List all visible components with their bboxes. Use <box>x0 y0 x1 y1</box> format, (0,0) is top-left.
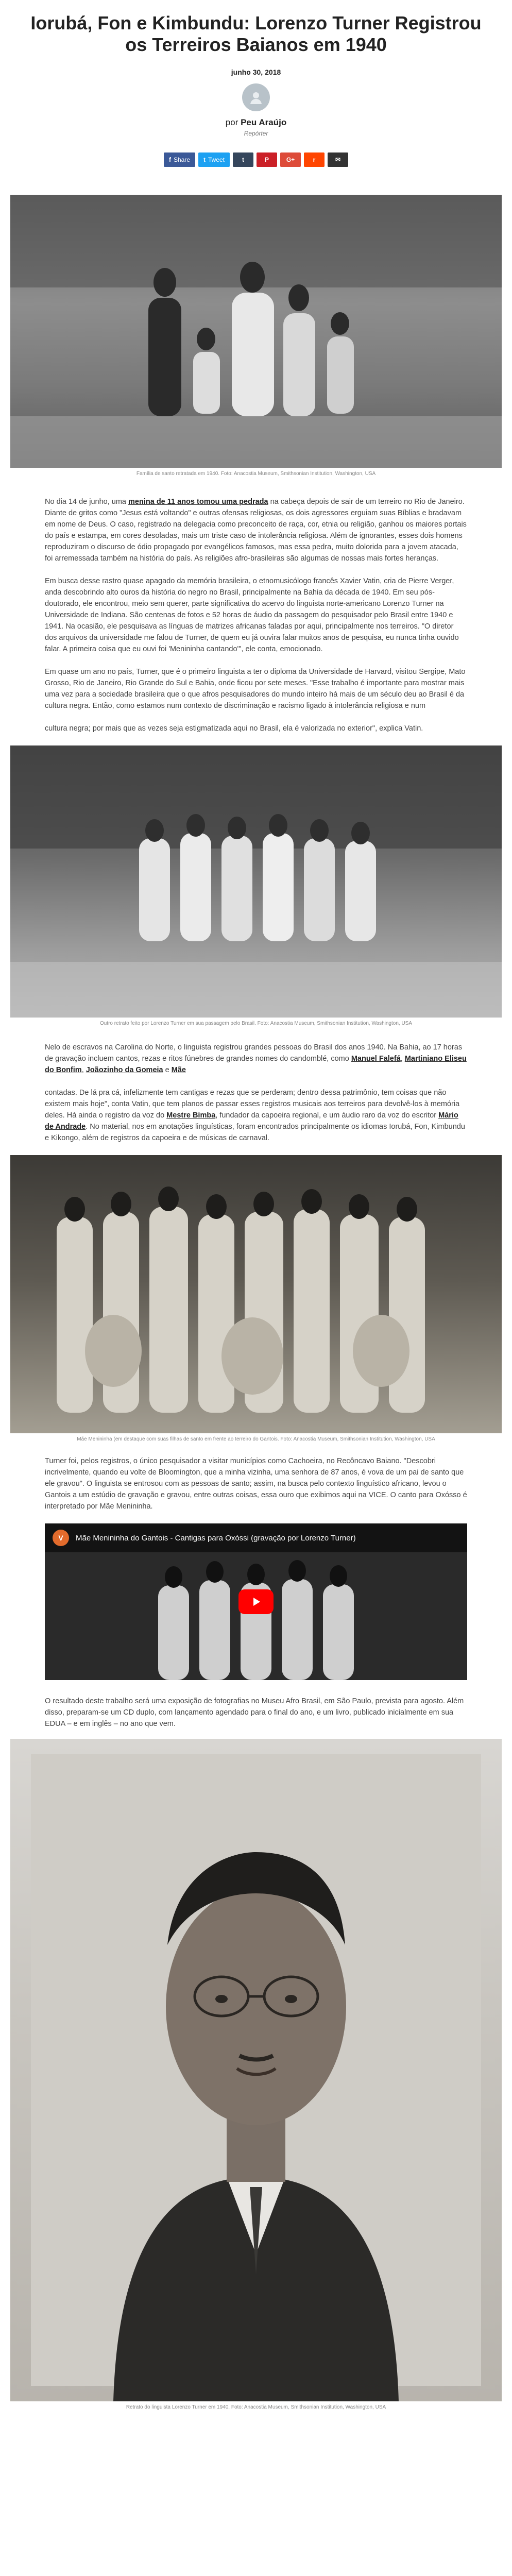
caption-1: Família de santo retratada em 1940. Foto: Anacostia Museum, Smithsonian Institution, Washington, USA <box>136 471 376 477</box>
share-button-google-plus[interactable] <box>280 152 301 167</box>
link-stone-attack[interactable]: menina de 11 anos tomou uma pedrada <box>128 498 268 506</box>
paragraph-4-sep-2: , <box>81 1066 86 1074</box>
paragraph-4-sep-3: e <box>163 1066 172 1074</box>
paragraph-1 <box>45 496 467 564</box>
author-role: Repórter <box>244 130 268 137</box>
article-body-3 <box>45 1455 467 1512</box>
caption-3: Mãe Menininha (em destaque com suas filhas de santo em frente ao terreiro do Gantois. Foto: Anacostia Museum, Smithsonian Institution, Washington, USA <box>77 1436 435 1442</box>
paragraph-4-text-a: Nelo de escravos na Carolina do Norte, o linguista registrou grandes pessoas do Brasil dos anos 1940. Na Bahia, ao 17 horas de gravação incluem cantos, rezas e ritos fúnebres de grandes nomes do candomblé, como <box>45 1043 463 1063</box>
paragraph-3-text-a: Em quase um ano no país, Turner, que é o primeiro linguista a ter o diploma da Universidade de Harvard, visitou Sergipe, Mato Grosso, Rio de Janeiro, Rio Grande do Sul e Bahia, onde ficou por sete meses. "Esse trabalho é importante para mostrar mais uma vez para a sociedade brasileira que o que afros pesquisadores do mundo inteiro há mais de um século deu ao Brasil é da cultura negra. Então, como estamos num contexto de discriminação e racismo ligado à intolerância religiosa e num <box>45 668 466 710</box>
paragraph-4-sep-1: , <box>400 1055 405 1063</box>
photo-mae-menininha[interactable] <box>10 1155 502 1433</box>
figure-1 <box>0 195 512 477</box>
caption-2: Outro retrato feito por Lorenzo Turner em sua passagem pelo Brasil. Foto: Anacostia Museum, Smithsonian Institution, Washington, USA <box>99 1021 413 1026</box>
link-mae[interactable]: Mãe <box>171 1066 186 1074</box>
reddit-icon: r <box>313 156 316 163</box>
tumblr-icon: t <box>242 156 245 163</box>
share-button-facebook[interactable] <box>164 152 195 167</box>
paragraph-2: Em busca desse rastro quase apagado da memória brasileira, o etnomusicólogo francês Xavier Vatin, cria de Pierre Verger, anda descobrindo alto ouros da história do negro no Brasil, principalmente na Bahia da década de 1940. Em seu pós-doutorado, ele encontrou, meio sem querer, parte significativa do acervo do linguista norte-americano Lorenzo Turner na Universidade de Indiana. São centenas de fotos e 52 horas de áudio da passagem do pesquisador pelo Brasil entre 1940 e 1941. Na ocasião, ele pesquisava as línguas de matrizes africanas faladas por aqui, principalmente nos terreiros. "O diretor dos arquivos da universidade me falou de Turner, de quem eu já ouvira falar muitos anos de pesquisa, eu nunca tinha ouvido falar. A primeira coisa que eu ouvi foi 'Menininha cantando'", ele conta, emocionado. <box>45 577 459 653</box>
caption-4: Retrato do linguista Lorenzo Turner em 1940. Foto: Anacostia Museum, Smithsonian Institution, Washington, USA <box>126 2404 386 2410</box>
author-avatar[interactable] <box>242 83 270 111</box>
play-icon <box>250 1596 262 1608</box>
link-mestre-bimba[interactable]: Mestre Bimba <box>166 1111 216 1120</box>
share-button-email[interactable] <box>328 152 348 167</box>
figure-4 <box>0 1739 512 2410</box>
author-name[interactable]: Peu Araújo <box>241 117 287 127</box>
share-button-tumblr[interactable] <box>233 152 253 167</box>
google-plus-icon: G+ <box>286 156 295 163</box>
facebook-icon: f <box>168 156 171 163</box>
article-body-2 <box>45 1042 467 1144</box>
share-button-twitter[interactable] <box>198 152 230 167</box>
channel-avatar-icon <box>52 1529 70 1547</box>
paragraph-4-text-d: . No material, nos em anotações linguísticas, foram encontrados principalmente os idiomas Iorubá, Fon, Kimbundu e Kikongo, além de registros da capoeira e de músicas de carnaval. <box>45 1123 465 1142</box>
paragraph-6: O resultado deste trabalho será uma exposição de fotografias no Museu Afro Brasil, em São Paulo, prevista para agosto. Além disso, preparam-se um CD duplo, com lançamento agendado para o final do ano, e um livro, publicado inicialmente em sua EDUA – e em inglês – no ano que vem. <box>45 1697 464 1728</box>
paragraph-5: Turner foi, pelos registros, o único pesquisador a visitar municípios como Cachoeira, no Recôncavo Baiano. "Descobri incrivelmente, quando eu volte de Bloomington, que a minha vizinha, uma senhora de 87 anos, é vova de um pai de santo que ele gravou". O linguista se entrosou com as pessoas de santo; assim, na busca pelo contexto linguístico africano, levou o Gantois a um estúdio de gravação e gravou, entre outras coisas, essa ouro que exibimos aqui na VICE. O canto para Oxósso é interpretado por Mãe Menininha. <box>45 1457 467 1511</box>
article-body-1 <box>45 496 467 734</box>
link-martiniano[interactable]: Martiniano Eliseu do Bonfim <box>45 1055 467 1074</box>
photo-family-of-saint[interactable] <box>10 195 502 468</box>
share-bar <box>0 152 512 167</box>
article-header <box>0 0 512 167</box>
video-embed[interactable] <box>45 1523 467 1680</box>
link-manuel-falefa[interactable]: Manuel Falefá <box>351 1055 401 1063</box>
share-button-label: Share <box>173 156 190 163</box>
svg-text:V: V <box>58 1534 63 1542</box>
figure-2 <box>0 745 512 1026</box>
share-button-label: Tweet <box>208 156 225 163</box>
figure-3 <box>0 1155 512 1442</box>
video-title[interactable]: Mãe Menininha do Gantois - Cantigas para Oxóssi (gravação por Lorenzo Turner) <box>76 1533 356 1543</box>
article-title: Iorubá, Fon e Kimbundu: Lorenzo Turner Registrou os Terreiros Baianos em 1940 <box>30 12 482 55</box>
twitter-icon: t <box>203 156 206 163</box>
link-joaozinho[interactable]: Joãozinho da Gomeia <box>86 1066 163 1074</box>
pinterest-icon: P <box>265 156 269 163</box>
paragraph-4-text-c: , fundador da capoeira regional, e um áudio raro da voz do escritor <box>215 1111 439 1120</box>
paragraph-4-text-b: contadas. De lá pra cá, infelizmente tem cantigas e rezas que se perderam; dentro dessa patrimônio, tem coisas que não existem mais hoje", conta Vatin, que tem planos de passar esses registros musicais aos terreiros para devolvê-los à memória deles. Há ainda o registro da voz do <box>45 1089 460 1120</box>
play-button[interactable] <box>238 1589 274 1614</box>
paragraph-3 <box>45 666 467 734</box>
article-body-4 <box>45 1696 467 1730</box>
photo-group-portrait[interactable] <box>10 745 502 1018</box>
paragraph-3-text-b: cultura negra; por mais que as vezes seja estigmatizada aqui no Brasil, ela é valorizada no exterior", explica Vatin. <box>45 724 423 733</box>
video-title-bar <box>45 1523 467 1552</box>
article-date: junho 30, 2018 <box>231 68 281 76</box>
share-button-reddit[interactable] <box>304 152 325 167</box>
paragraph-1-text-a: No dia 14 de junho, uma <box>45 498 129 506</box>
user-icon <box>248 90 264 105</box>
paragraph-1-text-b: na cabeça depois de sair de um terreiro no Rio de Janeiro. Diante de gritos como "Jesus está voltando" e outras ofensas religiosas, os dois agressores erguiam suas Bíblias e bradavam em nome de Deus. O caso, registrado na delegacia como preconceito de raça, cor, etnia ou religião, ganhou os maiores portais do país e estampa, em cores desoladas, mais um triste caso de intolerância religiosa. Além de ignorantes, esses dois homens reproduziram o discurso de ódio propagado por evangélicos famosos, mas essa pedra, muito dolorida para a jovem atacada, foi arremessada também na história do país. As religiões afro-brasileiras são algumas de nossas mais fortes heranças. <box>45 498 467 563</box>
author-line <box>0 117 512 128</box>
link-mario-de-andrade[interactable]: Mário de Andrade <box>45 1111 458 1131</box>
share-button-pinterest[interactable] <box>257 152 277 167</box>
paragraph-4 <box>45 1042 467 1144</box>
email-icon: ✉ <box>335 156 341 163</box>
photo-lorenzo-turner[interactable] <box>10 1739 502 2401</box>
author-prefix: por <box>225 117 238 127</box>
